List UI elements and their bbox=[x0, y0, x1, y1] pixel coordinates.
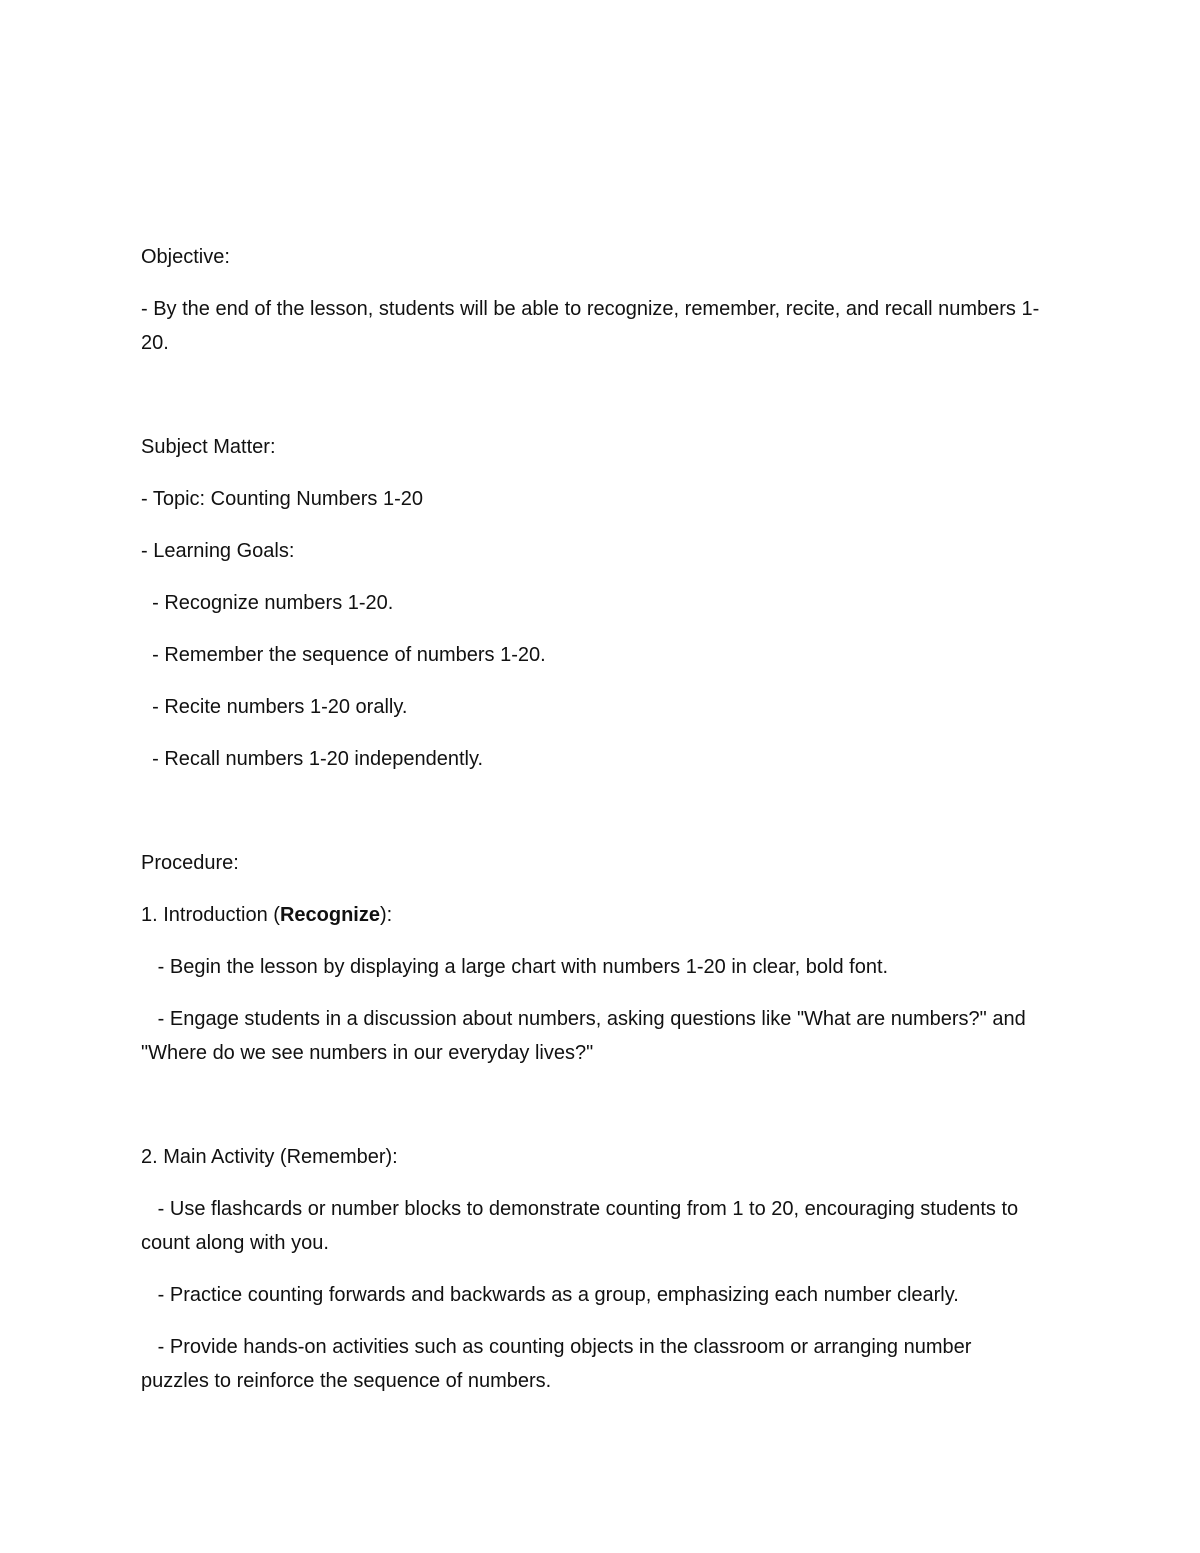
section-spacer bbox=[141, 378, 1041, 430]
objective-text: - By the end of the lesson, students will be able to recognize, remember, recite, and recall numbers 1-20. bbox=[141, 298, 1040, 354]
learning-goal-item: - Recognize numbers 1-20. bbox=[141, 592, 394, 614]
introduction-prefix: 1. Introduction ( bbox=[141, 904, 280, 926]
introduction-bold-word: Recognize bbox=[279, 904, 380, 926]
procedure-heading: Procedure: bbox=[141, 852, 239, 874]
main-activity-item: - Practice counting forwards and backwards as a group, emphasizing each number clearly. bbox=[141, 1284, 959, 1306]
objective-heading: Objective: bbox=[141, 246, 230, 268]
introduction-item: - Engage students in a discussion about numbers, asking questions like "What are numbers?" and "Where do we see numbers in our everyday lives?" bbox=[141, 1008, 1032, 1064]
topic-line: - Topic: Counting Numbers 1-20 bbox=[141, 488, 423, 510]
subject-matter-heading: Subject Matter: bbox=[141, 436, 276, 458]
learning-goal-item: - Remember the sequence of numbers 1-20. bbox=[141, 644, 546, 666]
introduction-heading bbox=[141, 898, 1041, 932]
main-activity-item: - Provide hands-on activities such as counting objects in the classroom or arranging number puzzles to reinforce the sequence of numbers. bbox=[141, 1336, 977, 1392]
main-activity-item: - Use flashcards or number blocks to demonstrate counting from 1 to 20, encouraging students to count along with you. bbox=[141, 1198, 1024, 1254]
main-activity-heading: 2. Main Activity (Remember): bbox=[141, 1146, 398, 1168]
introduction-item: - Begin the lesson by displaying a large chart with numbers 1-20 in clear, bold font. bbox=[141, 956, 889, 978]
learning-goal-item: - Recall numbers 1-20 independently. bbox=[141, 748, 484, 770]
document-body bbox=[141, 240, 1041, 1416]
section-spacer bbox=[141, 1088, 1041, 1140]
introduction-suffix: ): bbox=[380, 904, 393, 926]
section-spacer bbox=[141, 794, 1041, 846]
learning-goal-item: - Recite numbers 1-20 orally. bbox=[141, 696, 408, 718]
learning-goals-heading: - Learning Goals: bbox=[141, 540, 295, 562]
